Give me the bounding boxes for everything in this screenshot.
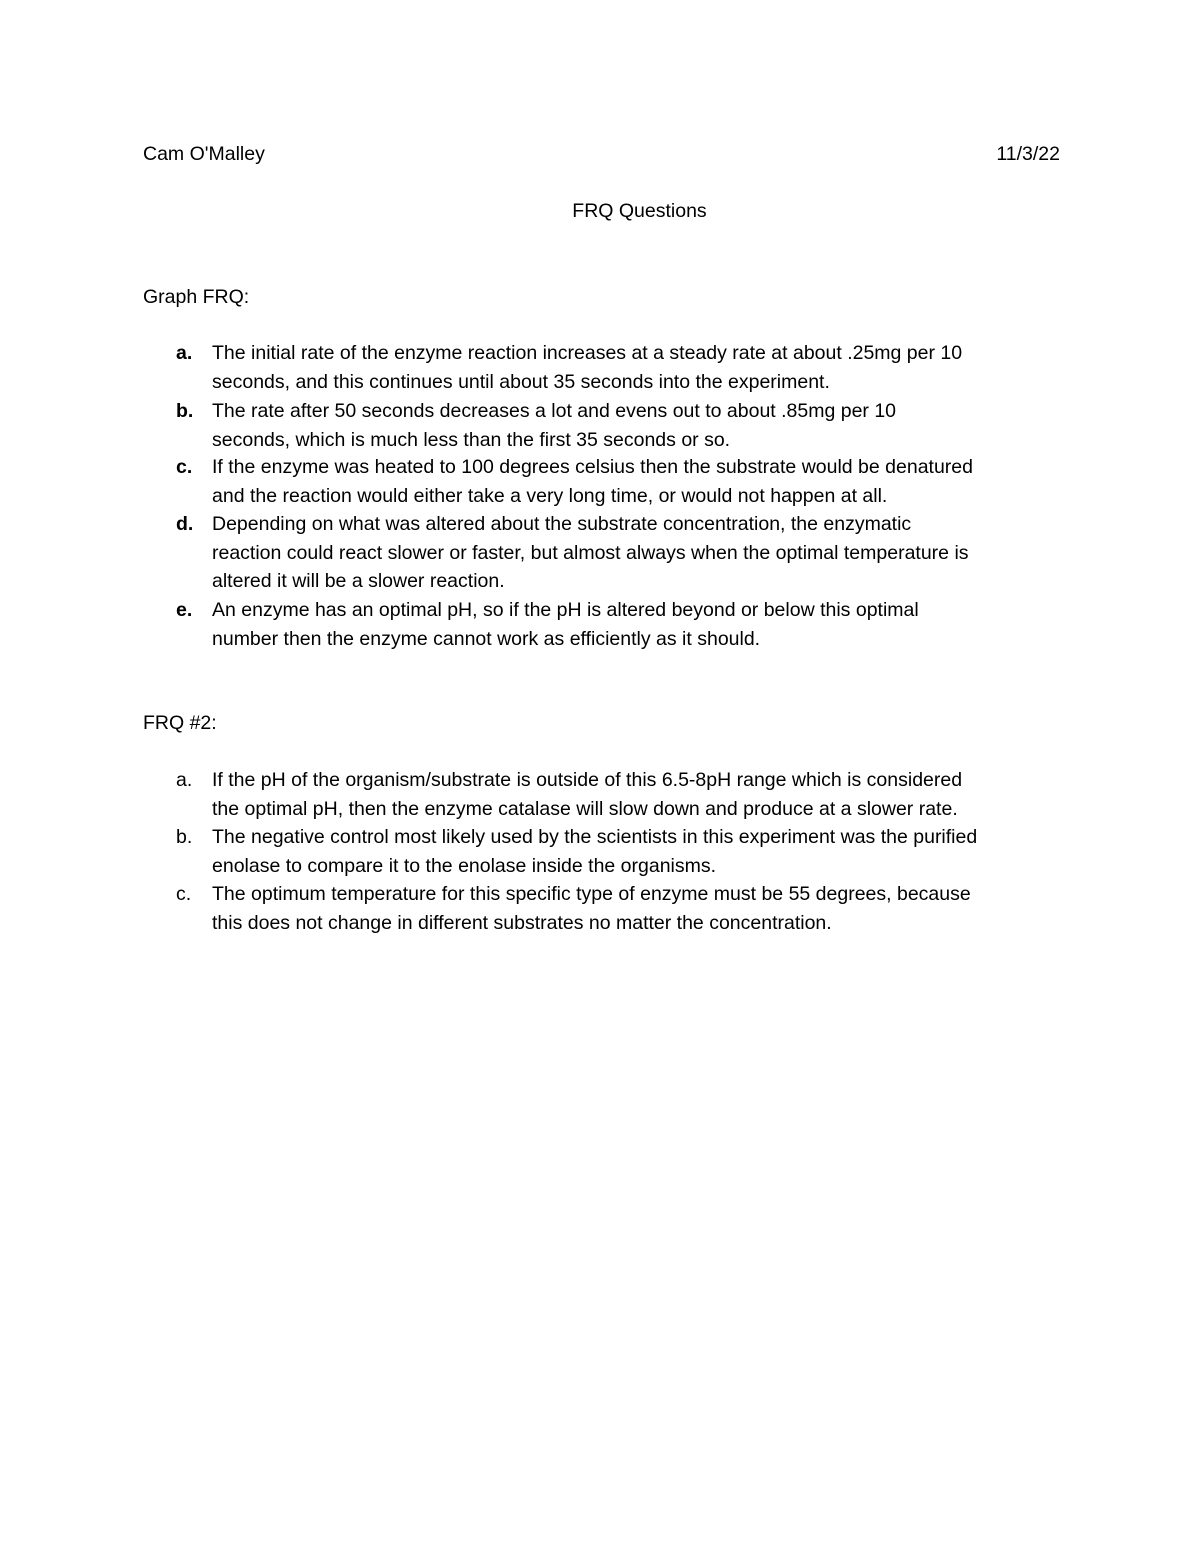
list-marker: c. — [176, 883, 192, 905]
list-marker: c. — [176, 456, 193, 478]
text-line: this does not change in different substrates no matter the concentration. — [212, 911, 832, 934]
text-line: enolase to compare it to the enolase inside the organisms. — [212, 854, 717, 877]
text-line: altered it will be a slower reaction. — [212, 570, 505, 592]
list-marker: b. — [176, 826, 193, 848]
section-heading-frq-2: FRQ #2: — [143, 712, 217, 734]
list-marker: a. — [176, 342, 193, 364]
list-marker: e. — [176, 599, 193, 621]
list-item-text — [212, 397, 1082, 454]
text-line: The initial rate of the enzyme reaction increases at a steady rate at about .25mg per 10 — [212, 342, 963, 364]
list-marker: d. — [176, 513, 194, 535]
text-line: If the enzyme was heated to 100 degrees celsius then the substrate would be denatured — [212, 456, 973, 478]
list-marker: b. — [176, 400, 194, 422]
text-line: The rate after 50 seconds decreases a lot and evens out to about .85mg per 10 — [212, 400, 897, 422]
document-title: FRQ Questions — [572, 200, 707, 222]
list-item-text — [212, 453, 1082, 510]
section-heading-graph-frq: Graph FRQ: — [143, 286, 250, 308]
text-line: The optimum temperature for this specific type of enzyme must be 55 degrees, because — [212, 883, 971, 905]
text-line: and the reaction would either take a very long time, or would not happen at all. — [212, 484, 888, 507]
list-item-text — [212, 339, 1082, 396]
text-line: seconds, and this continues until about 35 seconds into the experiment. — [212, 370, 830, 393]
list-item-text — [212, 766, 1082, 823]
list-item-text — [212, 880, 1082, 937]
text-line: seconds, which is much less than the first 35 seconds or so. — [212, 428, 731, 451]
list-item-text — [212, 596, 1082, 653]
text-line: An enzyme has an optimal pH, so if the pH is altered beyond or below this optimal — [212, 599, 919, 621]
text-line: The negative control most likely used by the scientists in this experiment was the purified — [212, 826, 978, 848]
text-line: reaction could react slower or faster, but almost always when the optimal temperature is — [212, 541, 969, 564]
list-marker: a. — [176, 769, 193, 791]
list-item-text — [212, 823, 1082, 880]
text-line: Depending on what was altered about the substrate concentration, the enzymatic — [212, 513, 912, 535]
text-line: the optimal pH, then the enzyme catalase will slow down and produce at a slower rate. — [212, 797, 958, 820]
list-item-text — [212, 510, 1082, 596]
document-date: 11/3/22 — [996, 143, 1060, 165]
author-name: Cam O'Malley — [143, 143, 265, 165]
text-line: number then the enzyme cannot work as efficiently as it should. — [212, 627, 761, 650]
text-line: If the pH of the organism/substrate is outside of this 6.5-8pH range which is considered — [212, 769, 963, 791]
